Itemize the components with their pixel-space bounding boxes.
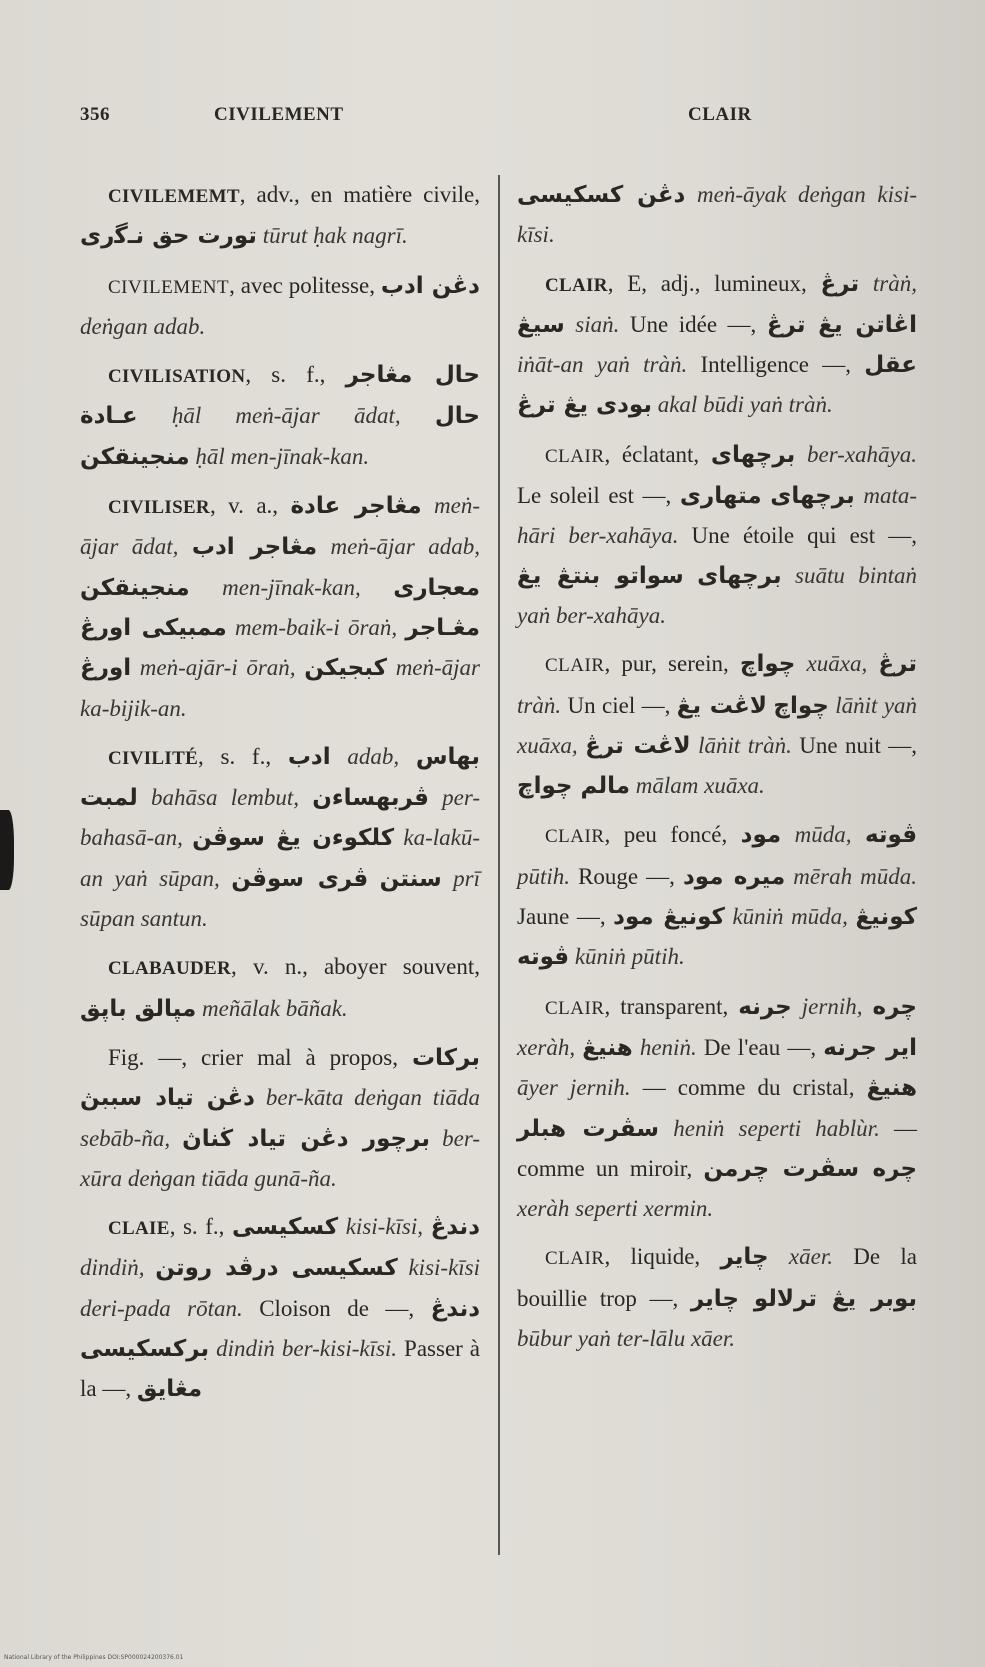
- entry-claie: CLAIE, s. f., كسكيسى kisi-kīsi, دندڠ dindiṅ, كسكيسى درڤد روتن kisi-kīsi deri-pada rōtan. Cloison de —, دندڠ بركسكيسى dindiṅ ber-kisi-kīsi. Passer à la —, مڠايق: [80, 1214, 481, 1403]
- scan-credit: National Library of the Philippines DOI:SP000024200376.01: [4, 1654, 184, 1661]
- headword: CLABAUDER: [108, 958, 232, 980]
- right-column: [517, 175, 917, 1367]
- transliteration: tūrut ḥak nagrī.: [262, 223, 408, 249]
- headword: CIVILEMENT: [108, 276, 230, 298]
- page-number: 356: [80, 104, 110, 125]
- headword: CIVILISATION: [108, 366, 246, 388]
- headword: CLAIR: [545, 826, 605, 848]
- right-running-head: CLAIR: [688, 104, 752, 125]
- headword: CIVILITÉ: [108, 747, 199, 769]
- entry-civilisation: CIVILISATION, s. f., حال مڠاجر عـادة ḥāl meṅ-ājar ādat, حال منجينقكن ḥāl men-jīnak-kan.: [80, 362, 480, 470]
- entry-clair-transparent: CLAIR, transparent, جرنه jernih, چره xeràh, هنيڠ heniṅ. De l'eau —, اير جرنه āyer jernih. — comme du cristal, هنيڠ سڤرت هبلر heniṅ seperti hablùr. — comme un miroir, چره سڤرت چرمن xeràh seperti xermin.: [517, 993, 918, 1222]
- headword: CLAIR: [545, 655, 605, 677]
- entry-clair-peu-fonce: CLAIR, peu foncé, مود mūda, ڤوته pūtih. Rouge —, ميره مود mērah mūda. Jaune —, كونيڠ مود kūniṅ mūda, كونيڠ ڤوته kūniṅ pūtih.: [517, 822, 918, 971]
- entry-civiliser: CIVILISER, v. a., مڠاجر عادة meṅ-ājar ādat, مڠاجر ادب meṅ-ājar adab, منجينقكن men-jīnak-kan, معجارى ممبيكى اورڠ mem-baik-i ōraṅ, مڠـاجر اورڠ meṅ-ajār-i ōraṅ, كبجيكن meṅ-ājar ka-bijik-an.: [80, 493, 481, 721]
- entry-civilement-adv: CIVILEMEMT, adv., en matière civile, تورت حق نـﮔرى tūrut ḥak nagrī.: [80, 182, 480, 250]
- headword: CIVILISER: [108, 497, 210, 519]
- headword: CLAIR: [545, 274, 608, 296]
- entry-civilement-politesse: CIVILEMENT, avec politesse, دڠن ادب deṅgan adab.: [80, 272, 480, 339]
- headword: CIVILEMEMT: [108, 186, 240, 207]
- running-head: [0, 104, 985, 134]
- column-divider: [498, 175, 500, 1555]
- headword: CLAIR: [545, 1248, 605, 1270]
- entry-clair-eclatant: CLAIR, éclatant, برچهاى ber-xahāya. Le soleil est —, متهارى برچهاى mata-hāri ber-xahāya. Une étoile qui est —, سواتو بنتڠ يڠ برچهاى suātu bintaṅ yaṅ ber-xahāya.: [517, 441, 918, 628]
- entry-claie-continued: دڠن كسكيسى meṅ-āyak deṅgan kisi-kīsi.: [517, 182, 918, 248]
- headword: CLAIR: [545, 445, 605, 467]
- transliteration: deṅgan adab.: [80, 313, 206, 339]
- entry-clair-liquide: CLAIR, liquide, چاير xāer. De la bouillie trop —, بوبر يڠ ترلالو چاير būbur yaṅ ter-lālu xāer.: [517, 1244, 918, 1352]
- entry-civilite: CIVILITÉ, s. f., ادب adab, بهاس لمبت bahāsa lembut, ڤربهساءن per-bahasā-an, كلكوءن يڠ سوڤن ka-lakū-an yaṅ sūpan, ڤرى سوڤن سنتن prī sūpan santun.: [80, 743, 481, 932]
- entry-clair-pur: CLAIR, pur, serein, چواچ xuāxa, ترڠ tràṅ. Un ciel —, لاڠت يڠ چواچ lāṅit yaṅ xuāxa, لاڠت ترڠ lāṅit tràṅ. Une nuit —, مالم چواچ mālam xuāxa.: [517, 651, 918, 800]
- entry-clabauder-fig: Fig. —, crier mal à propos, بركات دڠن تياد سببڽ ber-kāta deṅgan tiāda sebāb-ña, برچور دڠن تياد ڬناڽ ber-xūra deṅgan tiāda gunā-ña.: [80, 1044, 481, 1191]
- page-edge-mark: [0, 810, 14, 890]
- left-column: [80, 175, 480, 1419]
- jawi-text: تورت حق نـﮔرى: [80, 223, 257, 250]
- left-running-head: CIVILEMENT: [214, 104, 344, 125]
- headword: CLAIE: [108, 1218, 170, 1240]
- entry-clabauder: CLABAUDER, v. n., aboyer souvent, مڽالق باڽق meñālak bāñak.: [80, 954, 480, 1022]
- jawi-text: دڠن ادب: [380, 272, 480, 299]
- entry-clair-lumineux: CLAIR, E, adj., lumineux, ترڠ tràṅ, سيڠ siaṅ. Une idée —, اڠاتن يڠ ترڠ iṅāt-an yaṅ tràṅ. Intelligence —, عقل بودى يڠ ترڠ akal būdi yaṅ tràṅ.: [517, 270, 918, 419]
- headword: CLAIR: [545, 997, 605, 1019]
